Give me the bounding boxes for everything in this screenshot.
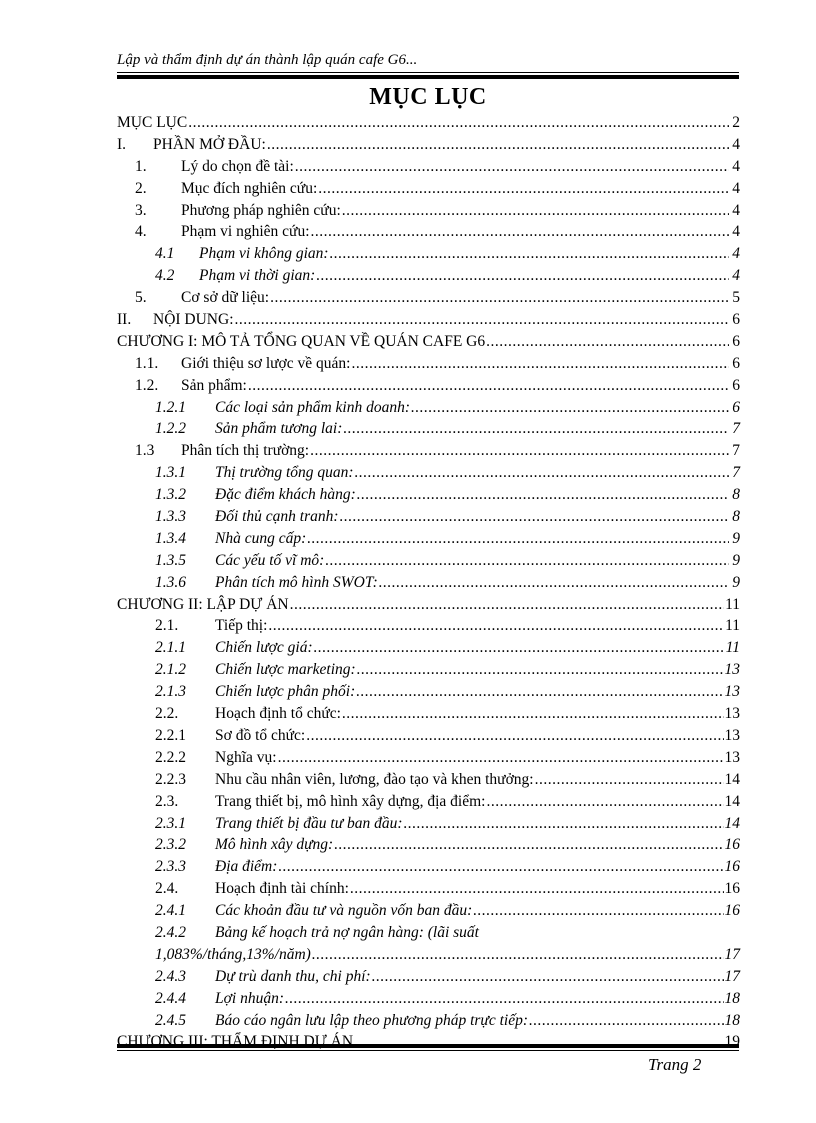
footer-rule-thin (117, 1050, 739, 1051)
toc-entry-page: 14 (724, 792, 740, 810)
toc-entry-number: 1.3.4 (155, 529, 186, 547)
toc-entry-number: 2.4.1 (155, 902, 186, 920)
toc-entry-page: 17 (724, 945, 740, 963)
toc-entry[interactable] (117, 243, 740, 265)
toc-entry-title: Dự trù danh thu, chi phí: (215, 967, 371, 985)
header-title: Lập và thẩm định dự án thành lập quán cafe G6... (117, 52, 418, 68)
toc-leader-dots (486, 331, 729, 353)
toc-entry[interactable] (117, 484, 740, 506)
toc-entry-page: 9 (732, 551, 740, 569)
toc-entry-number: 2.2.1 (155, 726, 186, 744)
toc-entry[interactable] (117, 594, 740, 616)
toc-entry-page: 16 (724, 880, 740, 898)
toc-entry-number: 2.1. (155, 617, 179, 635)
toc-entry[interactable] (117, 112, 740, 134)
toc-leader-dots (267, 134, 729, 156)
toc-entry[interactable] (117, 572, 740, 594)
toc-entry-number: 2. (135, 179, 147, 197)
toc-leader-dots (285, 988, 724, 1010)
toc-entry-title: Tiếp thị: (215, 617, 268, 635)
toc-leader-dots (290, 594, 724, 616)
toc-entry-page: 4 (732, 157, 740, 175)
toc-entry-number: 3. (135, 201, 147, 219)
toc-entry-page: 18 (724, 989, 740, 1007)
toc-entry-title: Giới thiệu sơ lược về quán: (181, 354, 351, 372)
toc-entry[interactable] (117, 353, 740, 375)
toc-entry[interactable] (117, 834, 740, 856)
toc-leader-dots (311, 221, 729, 243)
toc-entry[interactable] (117, 769, 740, 791)
toc-entry[interactable] (117, 944, 740, 966)
toc-entry[interactable] (117, 681, 740, 703)
toc-entry-title: Hoạch định tổ chức: (215, 705, 341, 723)
toc-entry[interactable] (117, 725, 740, 747)
toc-entry-number: 2.3.2 (155, 836, 186, 854)
toc-entry-number: 1.3 (135, 442, 155, 460)
toc-entry[interactable] (117, 856, 740, 878)
toc-entry[interactable] (117, 375, 740, 397)
toc-entry-title: Trang thiết bị đầu tư ban đầu: (215, 814, 403, 832)
toc-entry-page: 4 (732, 267, 740, 285)
toc-entry-title: Sơ đồ tổ chức: (215, 726, 306, 744)
toc-entry-title: MỤC LỤC (117, 114, 188, 131)
toc-entry-number: 2.2. (155, 705, 179, 723)
toc-entry-number: 5. (135, 289, 147, 307)
toc-entry-number: 2.3. (155, 792, 179, 810)
toc-entry[interactable] (117, 156, 740, 178)
toc-entry-page: 16 (724, 902, 740, 920)
toc-entry-title: Nghĩa vụ: (215, 748, 277, 766)
toc-entry[interactable] (117, 900, 740, 922)
toc-entry-page: 8 (732, 486, 740, 504)
toc-entry-number: 1.2.1 (155, 398, 186, 416)
toc-entry-number: 1.1. (135, 354, 159, 372)
toc-entry-title: Phạm vi không gian: (199, 245, 329, 263)
toc-entry-page: 8 (732, 508, 740, 526)
toc-entry-page: 19 (724, 1033, 740, 1051)
toc-leader-dots (486, 791, 723, 813)
toc-entry-page: 6 (732, 332, 740, 350)
toc-entry-title: Nhu cầu nhân viên, lương, đào tạo và khen thưởng: (215, 770, 534, 788)
toc-entry[interactable] (117, 309, 740, 331)
toc-entry-title: Thị trường tổng quan: (215, 464, 354, 482)
toc-entry-title: Lý do chọn đề tài: (181, 157, 294, 175)
toc-entry-number: 4. (135, 223, 147, 241)
toc-entry-number: 1.3.6 (155, 573, 186, 591)
toc-entry-page: 13 (724, 661, 740, 679)
toc-entry-number: 2.3.1 (155, 814, 186, 832)
toc-entry-page: 16 (724, 836, 740, 854)
footer-rule-thick (117, 1044, 739, 1048)
toc-leader-dots (314, 637, 725, 659)
toc-leader-dots (278, 747, 724, 769)
toc-entry-page: 16 (724, 858, 740, 876)
toc-entry-number: 2.4.2 (155, 923, 186, 941)
toc-entry[interactable] (117, 747, 740, 769)
toc-entry-number: 2.4.3 (155, 967, 186, 985)
toc-leader-dots (340, 506, 729, 528)
toc-entry[interactable] (117, 331, 740, 353)
toc-entry-number: 2.1.1 (155, 639, 186, 657)
toc-entry-page: 11 (725, 595, 740, 613)
toc-leader-dots (473, 900, 723, 922)
toc-entry-title: CHƯƠNG I: MÔ TẢ TỔNG QUAN VỀ QUÁN CAFE G6 (117, 332, 486, 350)
toc-entry-number: 2.4. (155, 880, 179, 898)
toc-entry[interactable] (117, 418, 740, 440)
toc-entry-title: CHƯƠNG II: LẬP DỰ ÁN (117, 595, 289, 613)
toc-leader-dots (312, 944, 724, 966)
toc-leader-dots (342, 703, 724, 725)
toc-entry[interactable] (117, 922, 740, 944)
toc-entry-page: 14 (724, 814, 740, 832)
toc-entry[interactable] (117, 287, 740, 309)
toc-entry-number: 1. (135, 157, 147, 175)
header-rule-thick (117, 75, 739, 79)
toc-entry-title: Mô hình xây dựng: (215, 836, 334, 854)
toc-entry[interactable] (117, 528, 740, 550)
toc-entry-page: 11 (725, 639, 740, 657)
toc-leader-dots (535, 769, 724, 791)
toc-leader-dots (357, 484, 729, 506)
toc-entry-number: 4.1 (155, 245, 175, 263)
toc-entry-title: Lợi nhuận: (215, 989, 284, 1007)
toc-leader-dots (334, 834, 723, 856)
toc-entry-page: 4 (732, 135, 740, 153)
toc-entry-number: 1.3.3 (155, 508, 186, 526)
toc-entry-title: Bảng kế hoạch trả nợ ngân hàng: (lãi suất (215, 923, 479, 941)
toc-entry-page: 7 (732, 420, 740, 438)
toc-leader-dots (188, 112, 729, 134)
toc-entry[interactable] (117, 506, 740, 528)
toc-entry-page: 6 (732, 311, 740, 329)
toc-entry[interactable] (117, 615, 740, 637)
toc-entry-title: Sản phẩm: (181, 376, 247, 394)
toc-entry-number: 2.2.3 (155, 770, 186, 788)
toc-entry-title: NỘI DUNG: (153, 311, 234, 329)
toc-entry-title: Các khoản đầu tư và nguồn vốn ban đầu: (215, 902, 473, 920)
toc-entry-title: Các yếu tố vĩ mô: (215, 551, 325, 569)
toc-leader-dots (248, 375, 729, 397)
toc-entry-title: Phân tích mô hình SWOT: (215, 573, 378, 591)
header-rule-thin (117, 72, 739, 73)
toc-leader-dots (307, 528, 729, 550)
toc-entry-title: Phạm vi thời gian: (199, 267, 316, 285)
toc-leader-dots (351, 353, 729, 375)
toc-entry-title: PHẦN MỞ ĐẦU: (153, 135, 266, 153)
toc-entry[interactable] (117, 265, 740, 287)
toc-entry-number: 2.4.5 (155, 1011, 186, 1029)
toc-entry-page: 6 (732, 398, 740, 416)
toc-entry-page: 13 (724, 748, 740, 766)
toc-leader-dots (372, 966, 724, 988)
toc-entry-number: I. (117, 135, 127, 153)
toc-leader-dots (529, 1010, 723, 1032)
toc-entry-title: Phạm vi nghiên cứu: (181, 223, 310, 241)
toc-entry-title: Sản phẩm tương lai: (215, 420, 343, 438)
toc-entry-number: 1.2. (135, 376, 159, 394)
toc-entry-title: Chiến lược phân phối: (215, 683, 356, 701)
toc-entry-number: 2.3.3 (155, 858, 186, 876)
toc-entry-title: Chiến lược marketing: (215, 661, 356, 679)
toc-entry[interactable] (117, 200, 740, 222)
toc-entry-page: 2 (732, 114, 740, 131)
toc-entry-page: 11 (725, 617, 740, 635)
toc-leader-dots (278, 856, 723, 878)
toc-entry[interactable] (117, 878, 740, 900)
toc-leader-dots (268, 615, 724, 637)
toc-entry-number: 2.4.4 (155, 989, 186, 1007)
toc-entry-page: 6 (732, 354, 740, 372)
toc-entry-page: 13 (724, 705, 740, 723)
toc-entry[interactable] (117, 462, 740, 484)
toc-entry[interactable] (117, 966, 740, 988)
toc-entry-number: II. (117, 311, 132, 329)
toc-entry-page: 13 (724, 683, 740, 701)
toc-entry-page: 4 (732, 201, 740, 219)
toc-entry-title: Mục đích nghiên cứu: (181, 179, 318, 197)
toc-entry[interactable] (117, 637, 740, 659)
toc-entry-page: 9 (732, 573, 740, 591)
toc-entry[interactable] (117, 134, 740, 156)
toc-entry[interactable] (117, 813, 740, 835)
toc-entry[interactable] (117, 440, 740, 462)
toc-entry-number: 2.1.3 (155, 683, 186, 701)
toc-leader-dots (379, 572, 729, 594)
toc-entry-page: 7 (732, 464, 740, 482)
toc-entry-title: Trang thiết bị, mô hình xây dựng, địa điểm: (215, 792, 486, 810)
toc-entry-page: 7 (732, 442, 740, 460)
toc-entry-page: 4 (732, 223, 740, 241)
toc-leader-dots (411, 397, 729, 419)
toc-entry[interactable] (117, 703, 740, 725)
toc-entry-title: Phương pháp nghiên cứu: (181, 201, 341, 219)
toc-entry-page: 9 (732, 529, 740, 547)
toc-leader-dots (306, 725, 723, 747)
toc-entry-number: 1.3.1 (155, 464, 186, 482)
toc-leader-dots (325, 550, 729, 572)
toc-leader-dots (342, 200, 729, 222)
toc-entry-title: Các loại sản phẩm kinh doanh: (215, 398, 411, 416)
toc-entry-title: Đặc điểm khách hàng: (215, 486, 356, 504)
toc-entry-title: Phân tích thị trường: (181, 442, 310, 460)
toc-entry-title: Chiến lược giá: (215, 639, 313, 657)
toc-leader-dots (350, 878, 724, 900)
toc-leader-dots (357, 659, 724, 681)
toc-entry-page: 17 (724, 967, 740, 985)
toc-entry-title: Địa điểm: (215, 858, 278, 876)
toc-entry-title: Báo cáo ngân lưu lập theo phương pháp trực tiếp: (215, 1011, 529, 1029)
toc-entry-page: 14 (724, 770, 740, 788)
toc-entry-title: 1,083%/tháng,13%/năm) (155, 945, 311, 963)
toc-entry-number: 2.2.2 (155, 748, 186, 766)
toc-leader-dots (235, 309, 729, 331)
toc-leader-dots (355, 462, 729, 484)
toc-entry-number: 4.2 (155, 267, 175, 285)
page-title: MỤC LỤC (369, 84, 487, 110)
toc-entry[interactable] (117, 791, 740, 813)
toc-entry-page: 18 (724, 1011, 740, 1029)
toc-entry-title: CHƯƠNG III: THẨM ĐỊNH DỰ ÁN (117, 1033, 354, 1051)
toc-entry-number: 2.1.2 (155, 661, 186, 679)
toc-leader-dots (330, 243, 729, 265)
toc-entry-page: 13 (724, 726, 740, 744)
toc-entry-number: 1.2.2 (155, 420, 186, 438)
toc-leader-dots (343, 418, 729, 440)
toc-leader-dots (295, 156, 729, 178)
toc-leader-dots (356, 681, 723, 703)
toc-entry[interactable] (117, 397, 740, 419)
toc-leader-dots (318, 178, 729, 200)
toc-entry-number: 1.3.5 (155, 551, 186, 569)
page-number: Trang 2 (648, 1055, 702, 1074)
toc-entry-page: 6 (732, 376, 740, 394)
toc-entry-page: 4 (732, 179, 740, 197)
toc-leader-dots (404, 813, 724, 835)
toc-entry-number: 1.3.2 (155, 486, 186, 504)
toc-entry[interactable] (117, 178, 740, 200)
toc-entry[interactable] (117, 1010, 740, 1032)
toc-leader-dots (270, 287, 729, 309)
toc-entry[interactable] (117, 221, 740, 243)
table-of-contents (117, 112, 740, 1053)
toc-entry[interactable] (117, 659, 740, 681)
toc-entry-page: 4 (732, 245, 740, 263)
toc-leader-dots (316, 265, 729, 287)
toc-entry-title: Nhà cung cấp: (215, 529, 307, 547)
toc-entry[interactable] (117, 988, 740, 1010)
toc-entry[interactable] (117, 550, 740, 572)
toc-entry-title: Cơ sở dữ liệu: (181, 289, 270, 307)
toc-entry-title: Đối thủ cạnh tranh: (215, 508, 339, 526)
toc-entry-page: 5 (732, 289, 740, 307)
toc-entry-title: Hoạch định tài chính: (215, 880, 349, 898)
toc-leader-dots (310, 440, 729, 462)
